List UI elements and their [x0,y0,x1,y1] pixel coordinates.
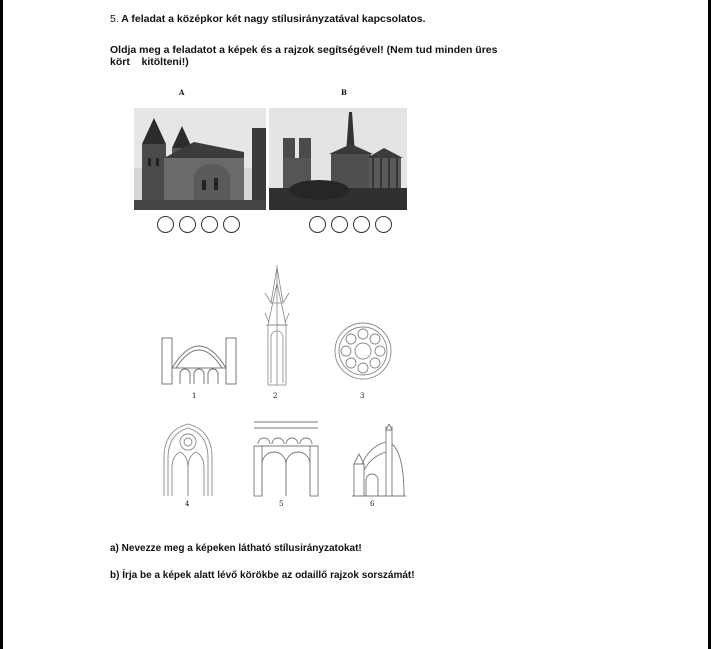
photo-b-gothic-cathedral [269,108,407,210]
drawing-3-label: 3 [360,392,365,400]
flying-buttress-icon [350,424,406,498]
page-left-border [0,0,3,649]
answer-circle-b2[interactable] [331,216,348,233]
answer-circle-a3[interactable] [201,216,218,233]
instruction-line-1: Oldja meg a feladatot a képek és a rajzok segítségével! (Nem tud minden üres [110,44,498,56]
instruction-line-2: kört kitölteni!) [110,56,189,68]
drawing-1-barrel-vault [160,328,240,391]
answer-circle-a2[interactable] [179,216,196,233]
drawing-5-label: 5 [279,500,284,508]
subquestion-b: b) Írja be a képek alatt lévő körökbe az odaillő rajzok sorszámát! [110,570,415,581]
drawing-2-label: 2 [273,392,278,400]
question-instruction [110,44,550,68]
subquestion-a: a) Nevezze meg a képeken látható stílusirányzatokat! [110,543,362,554]
drawing-6-flying-buttress [350,424,406,503]
answer-circles-a [157,216,240,233]
pointed-arch-window-icon [160,422,216,498]
question-title-text: A feladat a középkor két nagy stílusirányzatával kapcsolatos. [121,13,426,25]
romanesque-church-photo-icon [134,108,266,210]
rose-window-icon [333,321,393,381]
drawing-6-label: 6 [370,500,375,508]
answer-circle-b1[interactable] [309,216,326,233]
pinnacle-icon [262,263,292,387]
answer-circle-b4[interactable] [375,216,392,233]
drawing-4-label: 4 [185,500,190,508]
drawing-1-label: 1 [192,392,197,400]
question-number: 5. [110,13,119,25]
photo-a-romanesque-church [134,108,266,210]
answer-circles-b [309,216,392,233]
gothic-cathedral-photo-icon [269,108,407,210]
photo-a-label: A [179,88,185,97]
drawing-5-round-arch-arcade [252,418,320,503]
drawing-3-rose-window [333,321,393,386]
drawing-4-pointed-arch-window [160,422,216,503]
barrel-vault-icon [160,328,240,386]
round-arch-arcade-icon [252,418,320,498]
photo-b-label: B [341,88,347,97]
question-title [110,13,426,25]
answer-circle-a4[interactable] [223,216,240,233]
drawing-2-pinnacle [262,263,292,392]
answer-circle-a1[interactable] [157,216,174,233]
answer-circle-b3[interactable] [353,216,370,233]
